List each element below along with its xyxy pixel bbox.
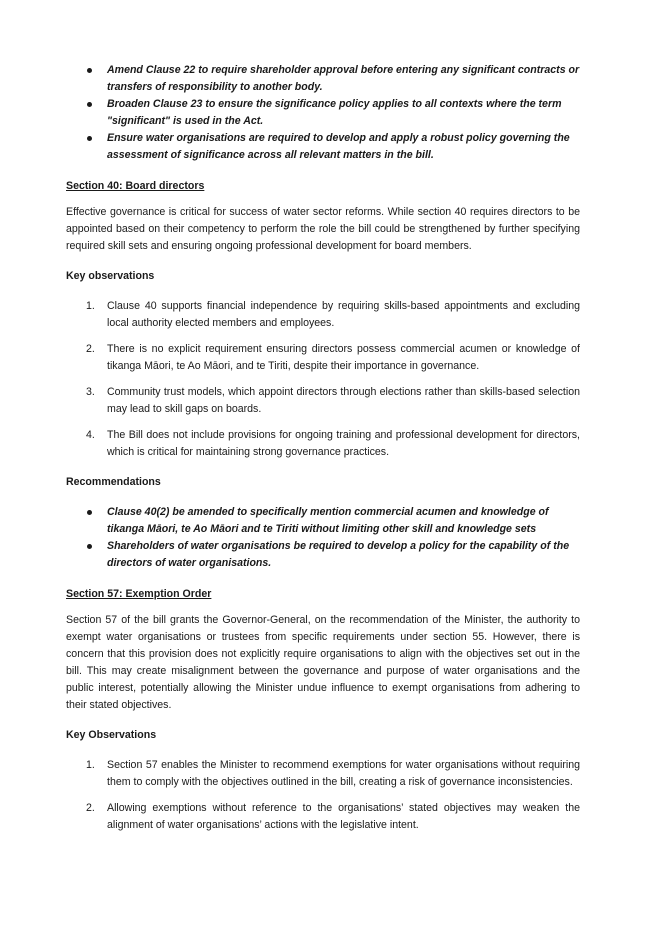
bullet-item bbox=[66, 130, 580, 164]
list-item bbox=[66, 341, 580, 375]
list-text: There is no explicit requirement ensuring directors possess commercial acumen or knowledge of tikanga Māori, te Ao Māori, and te Tiriti, despite their importance in governance. bbox=[107, 343, 580, 372]
bullet-text: Clause 40(2) be amended to specifically mention commercial acumen and knowledge of tikanga Māori, te Ao Māori and te Tiriti without limiting other skill and knowledge sets bbox=[107, 506, 549, 535]
bullet-dot-icon bbox=[87, 544, 92, 549]
list-item bbox=[66, 384, 580, 418]
bullet-text: Ensure water organisations are required to develop and apply a robust policy governing the assessment of significance across all relevant matters in the bill. bbox=[107, 132, 570, 161]
list-text: Allowing exemptions without reference to the organisations’ stated objectives may weaken the alignment of water organisations’ actions with the legislative intent. bbox=[107, 802, 580, 831]
bullet-item bbox=[66, 96, 580, 130]
bullet-item bbox=[66, 504, 580, 538]
section-40-recommendations-list bbox=[66, 504, 580, 572]
bullet-dot-icon bbox=[87, 510, 92, 515]
list-item bbox=[66, 427, 580, 461]
list-text: Community trust models, which appoint directors through elections rather than skills-based selection may lead to skill gaps on boards. bbox=[107, 386, 580, 415]
list-text: Clause 40 supports financial independence by requiring skills-based appointments and excluding local authority elected members and employees. bbox=[107, 300, 580, 329]
document-page bbox=[66, 62, 580, 834]
section-40-intro: Effective governance is critical for success of water sector reforms. While section 40 requires directors to be appointed based on their competency to perform the role the bill could be strengthened by further specifying required skill sets and ensuring ongoing professional development for board members. bbox=[66, 206, 580, 252]
section-57-intro: Section 57 of the bill grants the Governor-General, on the recommendation of the Minister, the authority to exempt water organisations or trustees from specific requirements under section 55. However, there is concern that this provision does not explicitly require organisations to align with the objectives set out in the bill. This may create misalignment between the governance and purpose of water organisations and the public interest, potentially allowing the Minister undue influence to exempt organisations from adhering to their stated objectives. bbox=[66, 614, 580, 711]
bullet-item bbox=[66, 538, 580, 572]
bullet-dot-icon bbox=[87, 68, 92, 73]
section-57-heading: Section 57: Exemption Order bbox=[66, 588, 212, 600]
section-57-observations-list bbox=[66, 757, 580, 834]
section-40-observations-heading: Key observations bbox=[66, 270, 155, 282]
list-number: 1. bbox=[86, 759, 95, 771]
bullet-text: Broaden Clause 23 to ensure the significance policy applies to all contexts where the term "significant" is used in the Act. bbox=[107, 98, 562, 127]
list-number: 3. bbox=[86, 386, 95, 398]
list-number: 1. bbox=[86, 300, 95, 312]
bullet-dot-icon bbox=[87, 102, 92, 107]
bullet-text: Shareholders of water organisations be required to develop a policy for the capability of the directors of water organisations. bbox=[107, 540, 570, 569]
list-item bbox=[66, 800, 580, 834]
section-40-recommendations-heading: Recommendations bbox=[66, 476, 161, 488]
bullet-dot-icon bbox=[87, 136, 92, 141]
list-item bbox=[66, 757, 580, 791]
list-item bbox=[66, 298, 580, 332]
section-40-heading: Section 40: Board directors bbox=[66, 180, 205, 192]
list-number: 4. bbox=[86, 429, 95, 441]
section-40-observations-list bbox=[66, 298, 580, 461]
bullet-text: Amend Clause 22 to require shareholder approval before entering any significant contracts or transfers of responsibility to another body. bbox=[107, 64, 580, 93]
bullet-item bbox=[66, 62, 580, 96]
list-text: Section 57 enables the Minister to recommend exemptions for water organisations without requiring them to comply with the objectives outlined in the bill, creating a risk of governance inconsistencies. bbox=[107, 759, 580, 788]
section-57-observations-heading: Key Observations bbox=[66, 729, 157, 741]
list-number: 2. bbox=[86, 343, 95, 355]
list-text: The Bill does not include provisions for ongoing training and professional development for directors, which is critical for maintaining strong governance practices. bbox=[107, 429, 580, 458]
list-number: 2. bbox=[86, 802, 95, 814]
bullet-list-top bbox=[66, 62, 580, 164]
